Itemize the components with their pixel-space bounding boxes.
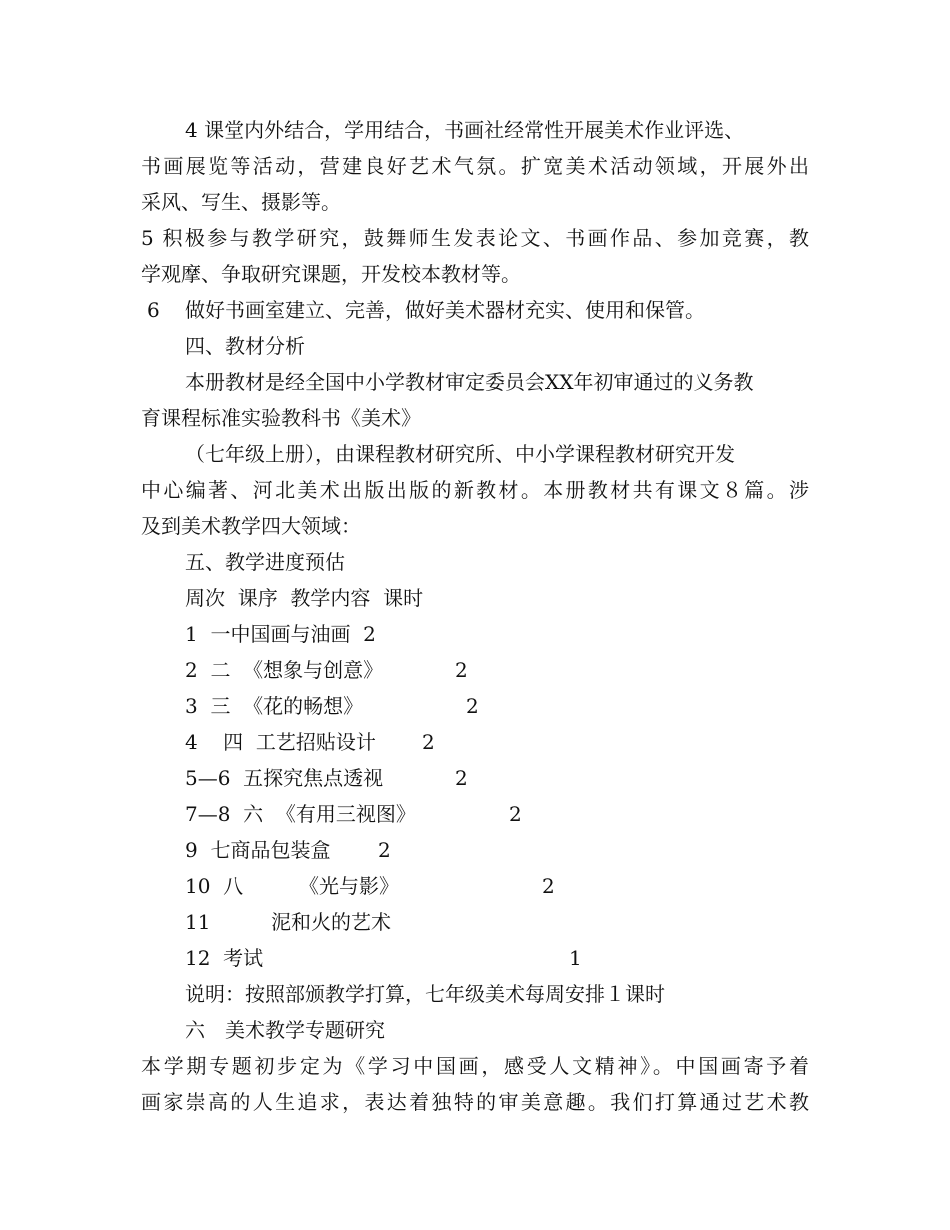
- schedule-row: 9 七商品包装盒: [185, 838, 331, 862]
- paragraph-line: 育课程标准实验教科书《美术》: [141, 406, 421, 430]
- paragraph-line: 书画展览等活动，营建良好艺术气氛。扩宽美术活动领域，开展外出: [141, 154, 809, 178]
- schedule-hours: 2: [542, 874, 555, 898]
- item-number: 6: [147, 298, 160, 322]
- paragraph-line: 做好书画室建立、完善，做好美术器材充实、使用和保管。: [185, 298, 705, 322]
- schedule-hours: 1: [569, 946, 582, 970]
- schedule-hours: 2: [455, 766, 468, 790]
- schedule-hours: 2: [378, 838, 391, 862]
- schedule-hours: 2: [455, 658, 468, 682]
- paragraph-line: 学观摩、争取研究课题，开发校本教材等。: [141, 262, 521, 286]
- paragraph-line: （七年级上册），由课程教材研究所、中小学课程教材研究开发: [185, 442, 735, 466]
- paragraph-line: 中心编著、河北美术出版出版的新教材。本册教材共有课文８篇。涉: [141, 478, 809, 502]
- paragraph-line: 画家崇高的人生追求，表达着独特的审美意趣。我们打算通过艺术教: [141, 1090, 809, 1114]
- schedule-hours: 2: [422, 730, 435, 754]
- paragraph-line: 本册教材是经全国中小学教材审定委员会XX年初审通过的义务教: [185, 370, 754, 394]
- schedule-row: 2 二 《想象与创意》: [185, 658, 384, 682]
- schedule-lesson: 《光与影》: [299, 874, 399, 898]
- schedule-row: 4 四 工艺招贴设计: [185, 730, 376, 754]
- paragraph-line: 本学期专题初步定为《学习中国画，感受人文精神》。中国画寄予着: [141, 1054, 809, 1078]
- paragraph-line: 5 积极参与教学研究，鼓舞师生发表论文、书画作品、参加竞赛，教: [141, 226, 809, 250]
- note-line: 说明：按照部颁教学打算，七年级美术每周安排１课时: [185, 982, 665, 1006]
- paragraph-line: 及到美术教学四大领域：: [141, 514, 361, 538]
- schedule-row: 11: [185, 910, 211, 934]
- schedule-row: 7—8 六 《有用三视图》: [185, 802, 416, 826]
- schedule-hours: 2: [466, 694, 479, 718]
- paragraph-line: 采风、写生、摄影等。: [141, 190, 341, 214]
- section-heading: 四、教材分析: [185, 334, 305, 358]
- schedule-row: 3 三 《花的畅想》: [185, 694, 364, 718]
- schedule-row: 5—6 五探究焦点透视: [185, 766, 384, 790]
- schedule-row: 1 一中国画与油画 2: [185, 622, 376, 646]
- paragraph-line: 4 课堂内外结合，学用结合，书画社经常性开展美术作业评选、: [185, 118, 745, 142]
- schedule-lesson: 泥和火的艺术: [271, 910, 391, 934]
- schedule-row: 12 考试: [185, 946, 264, 970]
- schedule-row: 10 八: [185, 874, 244, 898]
- section-heading: 六 美术教学专题研究: [185, 1018, 385, 1042]
- section-heading: 五、教学进度预估: [185, 550, 345, 574]
- schedule-hours: 2: [509, 802, 522, 826]
- schedule-header: 周次 课序 教学内容 课时: [185, 586, 424, 610]
